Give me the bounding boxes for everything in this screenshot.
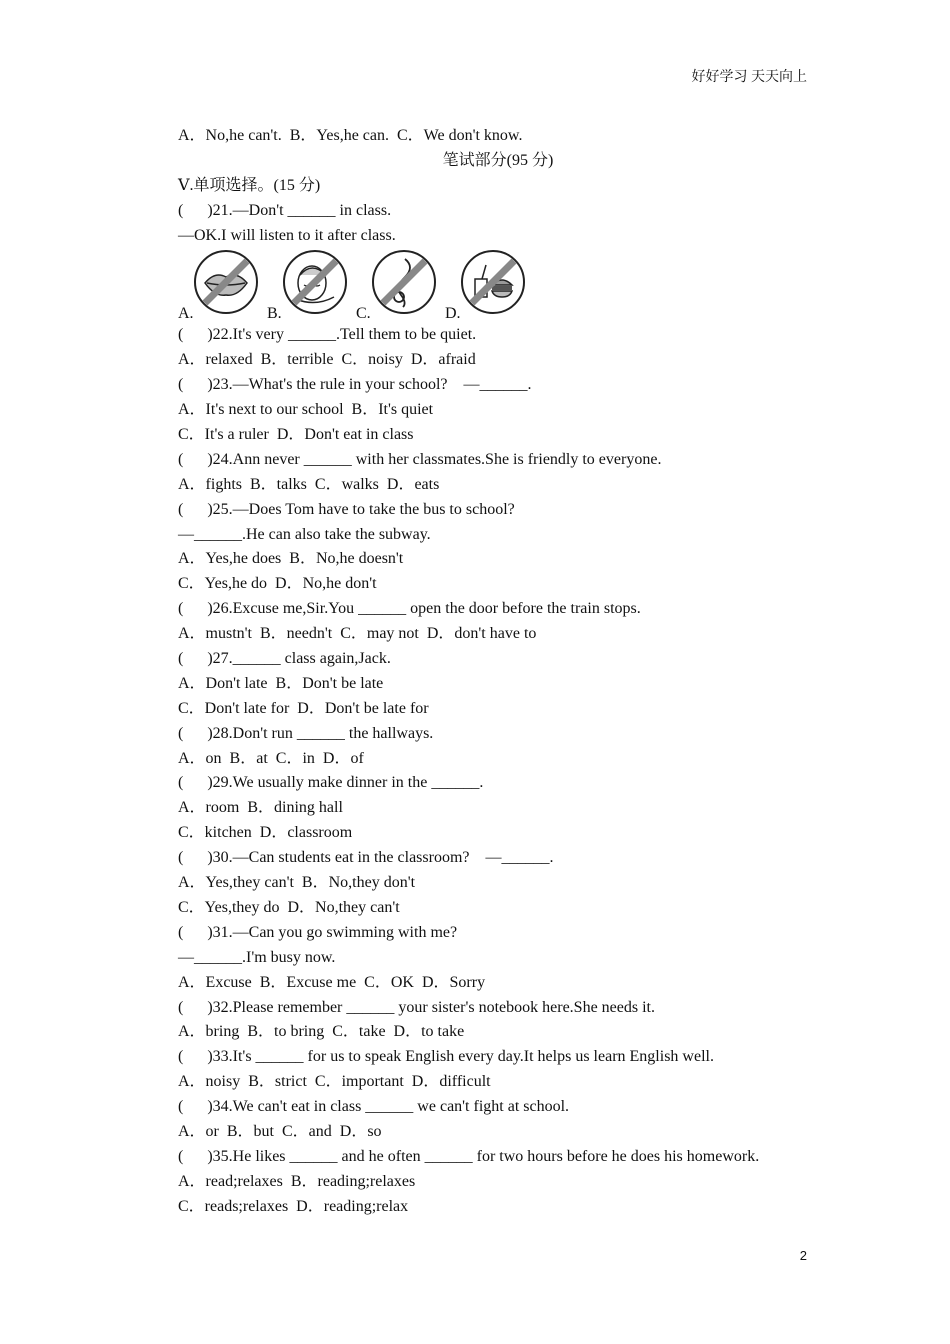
text-line: C．Don't late for D．Don't be late for [178, 699, 429, 717]
text-line: ( )27.______ class again,Jack. [178, 650, 391, 668]
text-line: C．kitchen D．classroom [178, 824, 353, 842]
text-line: C．Yes,he do D．No,he don't [178, 575, 377, 593]
text-line: ( )24.Ann never ______ with her classmates.She is friendly to everyone. [178, 450, 662, 468]
no-music-icon [371, 249, 437, 315]
text-line: A．or B．but C．and D．so [178, 1122, 382, 1140]
text-line: A．It's next to our school B．It's quiet [178, 401, 434, 419]
text-line: ( )29.We usually make dinner in the ______. [178, 774, 484, 792]
option-letter: C. [356, 305, 371, 323]
text-line: ( )25.—Does Tom have to take the bus to school? [178, 500, 515, 518]
picture-option-b [267, 248, 355, 323]
text-line: A．Excuse B．Excuse me C．OK D．Sorry [178, 973, 486, 991]
text-line: ( )26.Excuse me,Sir.You ______ open the door before the train stops. [178, 600, 641, 618]
text-line: A．on B．at C．in D．of [178, 749, 364, 767]
text-line: —______.He can also take the subway. [178, 525, 431, 543]
text-line: ( )23.—What's the rule in your school? —______. [178, 376, 532, 394]
picture-option-a [178, 248, 266, 323]
page-number: 2 [799, 1248, 807, 1263]
text-line: A．fights B．talks C．walks D．eats [178, 475, 440, 493]
option-letter: D. [445, 305, 461, 323]
text-line: ( )34.We can't eat in class ______ we can't fight at school. [178, 1098, 570, 1116]
question-21-reply: —OK.I will listen to it after class. [178, 226, 396, 244]
text-line: —______.I'm busy now. [178, 948, 336, 966]
option-letter: A. [178, 305, 194, 323]
section-heading-text: 笔试部分(95 分) [442, 151, 554, 169]
text-line: A．room B．dining hall [178, 799, 343, 817]
exam-content [178, 124, 818, 1220]
text-line: ( )35.He likes ______ and he often ______ for two hours before he does his homework. [178, 1147, 760, 1165]
text-line: A．mustn't B．needn't C．may not D．don't have to [178, 625, 537, 643]
header-motto: 好好学习 天天向上 [691, 70, 807, 85]
text-line: ( )33.It's ______ for us to speak English every day.It helps us learn English well. [178, 1048, 714, 1066]
text-line: A．relaxed B．terrible C．noisy D．afraid [178, 351, 476, 369]
text-line: ( )28.Don't run ______ the hallways. [178, 724, 434, 742]
text-line: A．noisy B．strict C．important D．difficult [178, 1073, 491, 1091]
part-title: Ⅴ.单项选择。(15 分) [178, 176, 321, 194]
text-line: A．Yes,they can't B．No,they don't [178, 874, 416, 892]
text-line: A．Don't late B．Don't be late [178, 674, 384, 692]
picture-option-d [445, 248, 533, 323]
text-line: C．It's a ruler D．Don't eat in class [178, 426, 414, 444]
question-21: ( )21.—Don't ______ in class. [178, 201, 392, 219]
text-line: C．reads;relaxes D．reading;relax [178, 1197, 409, 1215]
section-heading [178, 149, 818, 174]
text-line: A．No,he can't. B．Yes,he can. C．We don't know. [178, 127, 523, 144]
picture-option-c [356, 248, 444, 323]
text-line: A．bring B．to bring C．take D．to take [178, 1023, 465, 1041]
text-line: ( )32.Please remember ______ your sister's notebook here.She needs it. [178, 998, 655, 1016]
text-line: ( )22.It's very ______.Tell them to be quiet. [178, 326, 477, 344]
no-sleeping-icon [282, 249, 348, 315]
text-line: A．read;relaxes B．reading;relaxes [178, 1172, 416, 1190]
picture-options [178, 248, 818, 323]
no-talking-lips-icon [193, 249, 259, 315]
text-line: ( )30.—Can students eat in the classroom? —______. [178, 849, 554, 867]
no-eating-icon [460, 249, 526, 315]
question-list [178, 323, 818, 1219]
option-letter: B. [267, 305, 282, 323]
text-line: A．Yes,he does B．No,he doesn't [178, 550, 404, 568]
text-line: C．Yes,they do D．No,they can't [178, 898, 400, 916]
text-line: ( )31.—Can you go swimming with me? [178, 923, 458, 941]
